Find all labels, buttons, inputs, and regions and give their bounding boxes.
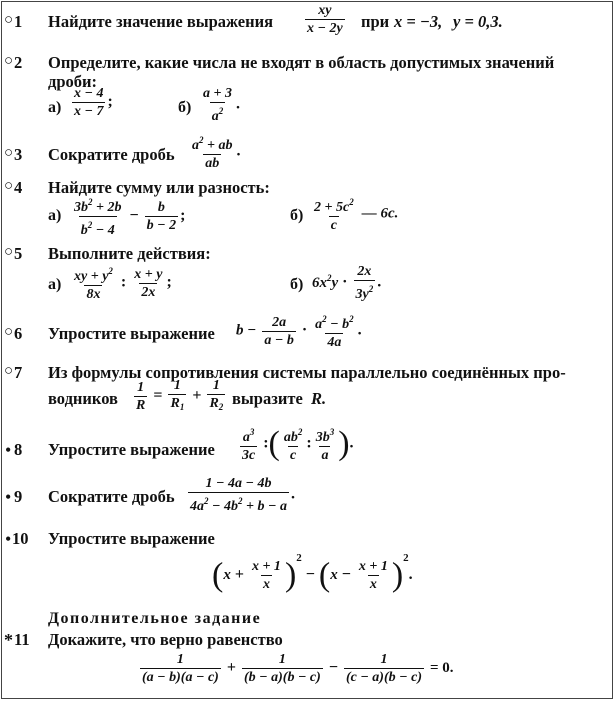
task-number: 1 — [14, 12, 23, 31]
section-title: Дополнительное задание — [48, 610, 262, 627]
task-marker: ○ — [4, 12, 14, 28]
task-text: Найдите значение выражения — [48, 12, 274, 31]
